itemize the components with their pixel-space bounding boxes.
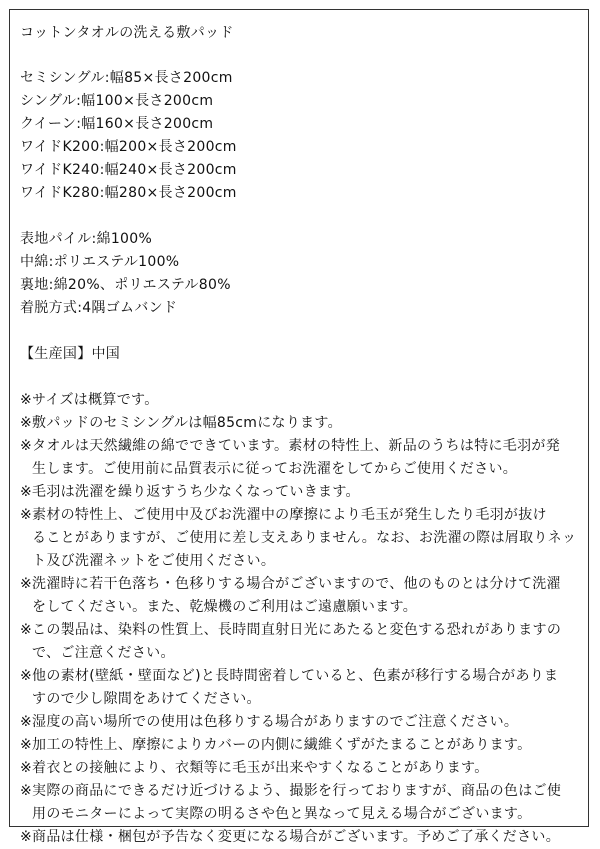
material-item: 着脱方式:4隅ゴムバンド [20, 300, 178, 316]
note-line: ト及び洗濯ネットをご使用ください。 [32, 553, 276, 569]
country-of-origin: 【生産国】中国 [20, 346, 121, 362]
note-mark: ※ [20, 760, 33, 776]
note-line: 素材の特性上、ご使用中及びお洗濯中の摩擦により毛玉が発生したり毛羽が抜け [32, 507, 547, 523]
note-line: 商品は仕様・梱包が予告なく変更になる場合がございます。予めご了承ください。 [32, 829, 561, 845]
note-mark: ※ [20, 438, 33, 454]
note-mark: ※ [20, 484, 33, 500]
material-list [20, 228, 580, 320]
size-item: ワイドK240:幅240×長さ200cm [20, 162, 237, 178]
note-mark: ※ [20, 668, 33, 684]
note-line: 洗濯時に若干色落ち・色移りする場合がございますので、他のものとは分けて洗濯 [32, 576, 561, 592]
size-item: セミシングル:幅85×長さ200cm [20, 70, 233, 86]
note-line: 用のモニターによって実際の明るさや色と異なって見える場合がございます。 [32, 806, 532, 822]
note-line: 実際の商品にできるだけ近づけるよう、撮影を行っておりますが、商品の色はご使 [32, 783, 562, 799]
notes-list [20, 389, 580, 849]
note-item [20, 780, 580, 826]
note-line: 加工の特性上、摩擦によりカバーの内側に繊維くずがたまることがあります。 [32, 737, 532, 753]
note-item [20, 665, 580, 711]
size-list [20, 67, 580, 205]
note-line: サイズは概算です。 [32, 392, 159, 408]
note-line: 生します。ご使用前に品質表示に従ってお洗濯をしてからご使用ください。 [32, 461, 518, 477]
note-line: 毛羽は洗濯を繰り返すうち少なくなっていきます。 [32, 484, 360, 500]
note-line: をしてください。また、乾燥機のご利用はご遠慮願います。 [32, 599, 418, 615]
note-mark: ※ [20, 392, 33, 408]
note-mark: ※ [20, 415, 33, 431]
size-item: ワイドK280:幅280×長さ200cm [20, 185, 237, 201]
note-mark: ※ [20, 507, 33, 523]
note-line: ることがありますが、ご使用に差し支えありません。なお、お洗濯の際は屑取りネッ [32, 530, 577, 546]
size-item: クイーン:幅160×長さ200cm [20, 116, 214, 132]
note-item [20, 734, 580, 757]
note-mark: ※ [20, 714, 33, 730]
note-line: で、ご注意ください。 [32, 645, 175, 661]
note-item [20, 412, 580, 435]
note-line: 他の素材(壁紙・壁面など)と長時間密着していると、色素が移行する場合がありま [32, 668, 559, 684]
note-item [20, 389, 580, 412]
note-mark: ※ [20, 783, 33, 799]
note-item [20, 504, 580, 573]
note-mark: ※ [20, 737, 33, 753]
product-description [20, 22, 580, 849]
note-item [20, 757, 580, 780]
material-item: 裏地:綿20%、ポリエステル80% [20, 277, 231, 293]
product-title: コットンタオルの洗える敷パッド [20, 25, 234, 41]
note-mark: ※ [20, 622, 33, 638]
note-line: 敷パッドのセミシングルは幅85cmになります。 [32, 415, 342, 431]
material-item: 表地パイル:綿100% [20, 231, 153, 247]
note-line: この製品は、染料の性質上、長時間直射日光にあたると変色する恐れがありますの [32, 622, 562, 638]
note-item [20, 573, 580, 619]
note-item [20, 619, 580, 665]
size-item: シングル:幅100×長さ200cm [20, 93, 214, 109]
note-mark: ※ [20, 829, 33, 845]
note-line: タオルは天然繊維の綿でできています。素材の特性上、新品のうちは特に毛羽が発 [32, 438, 561, 454]
material-item: 中綿:ポリエステル100% [20, 254, 180, 270]
note-item [20, 435, 580, 481]
note-line: すので少し隙間をあけてください。 [32, 691, 261, 707]
note-line: 湿度の高い場所での使用は色移りする場合がありますのでご注意ください。 [32, 714, 519, 730]
note-line: 着衣との接触により、衣類等に毛玉が出来やすくなることがあります。 [32, 760, 489, 776]
note-mark: ※ [20, 576, 33, 592]
note-item [20, 481, 580, 504]
size-item: ワイドK200:幅200×長さ200cm [20, 139, 237, 155]
note-item [20, 711, 580, 734]
note-item [20, 826, 580, 849]
